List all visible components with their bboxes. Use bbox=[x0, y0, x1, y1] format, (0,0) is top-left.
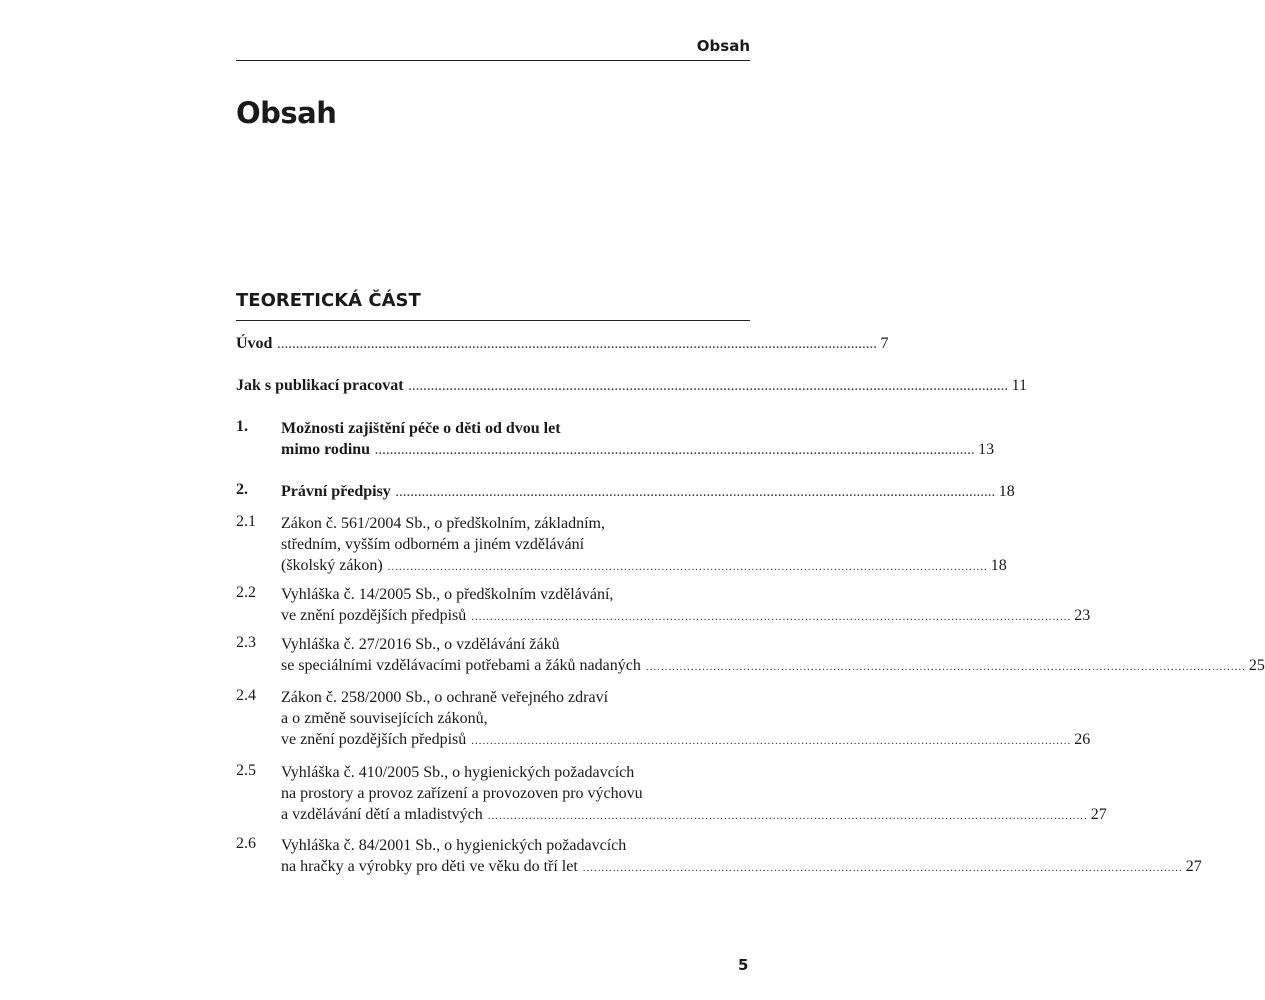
toc-entry-number: 2.4 bbox=[236, 687, 256, 704]
toc-page-number: 18 bbox=[990, 557, 1007, 574]
toc-entry-title-continued: na hračky a výrobky pro děti ve věku do tří let bbox=[281, 858, 578, 875]
page-title: Obsah bbox=[236, 96, 337, 130]
section-heading: TEORETICKÁ ČÁST bbox=[236, 290, 421, 311]
running-title: Obsah bbox=[696, 37, 750, 55]
toc-entry-number: 2.2 bbox=[236, 584, 256, 601]
toc-entry-title: Možnosti zajištění péče o děti od dvou let bbox=[281, 420, 561, 437]
toc-entry-number: 2. bbox=[236, 481, 248, 498]
toc-entry-number: 2.1 bbox=[236, 513, 256, 530]
toc-entry-title: Úvod bbox=[236, 335, 273, 352]
toc-entry-number: 1. bbox=[236, 418, 248, 435]
toc-entry-title: Jak s publikací pracovat bbox=[236, 377, 404, 394]
toc-entry-title: Právní předpisy bbox=[281, 483, 391, 500]
leader-dots: ................................................................................................................................................................ bbox=[487, 810, 1088, 822]
toc-entry-number: 2.6 bbox=[236, 835, 256, 852]
toc-entry-title-continued: na prostory a provoz zařízení a provozoven pro výchovu bbox=[281, 785, 643, 802]
toc-page-number: 7 bbox=[880, 335, 889, 352]
leader-dots: ................................................................................................................................................................ bbox=[471, 735, 1072, 747]
toc-page-number: 27 bbox=[1090, 806, 1107, 823]
toc-page-number: 27 bbox=[1185, 858, 1202, 875]
toc-entry-title-continued: se speciálními vzdělávacími potřebami a žáků nadaných bbox=[281, 657, 641, 674]
toc-entry-title: Vyhláška č. 84/2001 Sb., o hygienických požadavcích bbox=[281, 837, 627, 854]
toc-entry-title-continued: ve znění pozdějších předpisů bbox=[281, 607, 467, 624]
toc-entry-title-continued: (školský zákon) bbox=[281, 557, 383, 574]
toc-entry-title-continued: středním, vyšším odborném a jiném vzdělávání bbox=[281, 536, 585, 553]
toc-entry-title-continued: a vzdělávání dětí a mladistvých bbox=[281, 806, 483, 823]
leader-dots: ................................................................................................................................................................ bbox=[645, 661, 1246, 673]
toc-entry-title: Zákon č. 561/2004 Sb., o předškolním, základním, bbox=[281, 515, 605, 532]
running-header bbox=[236, 36, 750, 61]
leader-dots: ................................................................................................................................................................ bbox=[582, 862, 1183, 874]
page-number: 5 bbox=[738, 956, 749, 974]
toc-entry-number: 2.3 bbox=[236, 634, 256, 651]
toc-entry-title: Vyhláška č. 410/2005 Sb., o hygienických požadavcích bbox=[281, 764, 635, 781]
leader-dots: ................................................................................................................................................................ bbox=[375, 445, 976, 457]
toc-page-number: 26 bbox=[1074, 731, 1091, 748]
toc-entry-title-continued: mimo rodinu bbox=[281, 441, 371, 458]
toc-page-number: 25 bbox=[1248, 657, 1265, 674]
toc-page-number: 18 bbox=[998, 483, 1015, 500]
toc-entry-title: Vyhláška č. 27/2016 Sb., o vzdělávání žáků bbox=[281, 636, 560, 653]
toc-entry-title: Zákon č. 258/2000 Sb., o ochraně veřejného zdraví bbox=[281, 689, 609, 706]
leader-dots: ................................................................................................................................................................ bbox=[277, 339, 878, 351]
leader-dots: ................................................................................................................................................................ bbox=[387, 561, 988, 573]
toc-entry-title: Vyhláška č. 14/2005 Sb., o předškolním vzdělávání, bbox=[281, 586, 614, 603]
section-divider bbox=[236, 320, 750, 321]
toc-page-number: 23 bbox=[1074, 607, 1091, 624]
toc-entry-number: 2.5 bbox=[236, 762, 256, 779]
toc-entry-title-continued: ve znění pozdějších předpisů bbox=[281, 731, 467, 748]
toc-page-number: 11 bbox=[1011, 377, 1027, 394]
toc-entry-title-continued: a o změně souvisejících zákonů, bbox=[281, 710, 488, 727]
leader-dots: ................................................................................................................................................................ bbox=[408, 381, 1009, 393]
leader-dots: ................................................................................................................................................................ bbox=[471, 611, 1072, 623]
leader-dots: ................................................................................................................................................................ bbox=[395, 487, 996, 499]
toc-page-number: 13 bbox=[978, 441, 995, 458]
